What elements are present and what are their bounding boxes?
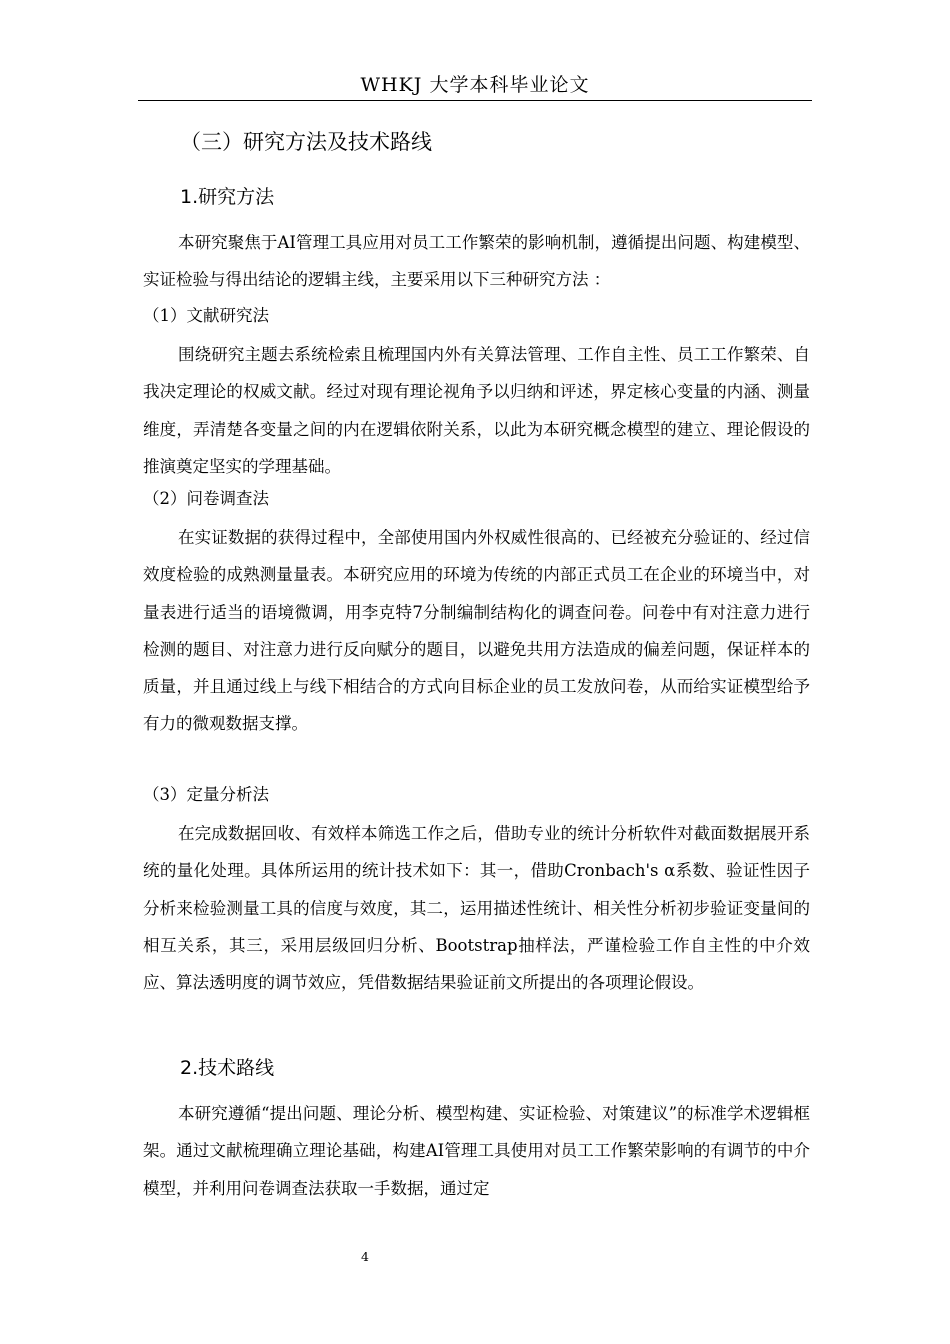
running-header: WHKJ 大学本科毕业论文	[360, 74, 590, 96]
method-1-paragraph: 围绕研究主题去系统检索且梳理国内外有关算法管理、工作自主性、员工工作繁荣、自我决定理论的权威文献。经过对现有理论视角予以归纳和评述，界定核心变量的内涵、测量维度，弄清楚各变量之间的内在逻辑依附关系，以此为本研究概念模型的建立、理论假设的推演奠定坚实的学理基础。	[143, 345, 810, 476]
method-3-label: （3）定量分析法	[143, 785, 269, 804]
methods-intro-paragraph: 本研究聚焦于AI管理工具应用对员工工作繁荣的影响机制，遵循提出问题、构建模型、实证检验与得出结论的逻辑主线，主要采用以下三种研究方法 ：	[143, 233, 810, 290]
method-1-label: （1）文献研究法	[143, 306, 269, 325]
method-2-paragraph: 在实证数据的获得过程中，全部使用国内外权威性很高的、已经被充分验证的、经过信效度检验的成熟测量量表。本研究应用的环境为传统的内部正式员工在企业的环境当中，对量表进行适当的语境微调，用李克特7分制编制结构化的调查问卷。问卷中有对注意力进行检测的题目、对注意力进行反向赋分的题目，以避免共用方法造成的偏差问题，保证样本的质量，并且通过线上与线下相结合的方式向目标企业的员工发放问卷，从而给实证模型给予有力的微观数据支撑。	[143, 528, 810, 734]
page-number: 4	[361, 1249, 369, 1264]
header-rule	[138, 100, 812, 101]
method-2-label: （2）问卷调查法	[143, 489, 269, 508]
route-paragraph: 本研究遵循“提出问题、理论分析、模型构建、实证检验、对策建议”的标准学术逻辑框架。通过文献梳理确立理论基础，构建AI管理工具使用对员工工作繁荣影响的有调节的中介模型，并利用问卷调查法获取一手数据，通过定	[143, 1104, 810, 1198]
methods-heading: 1.研究方法	[180, 186, 275, 208]
method-3-paragraph: 在完成数据回收、有效样本筛选工作之后，借助专业的统计分析软件对截面数据展开系统的量化处理。具体所运用的统计技术如下：其一，借助Cronbach's α系数、验证性因子分析来检验测量工具的信度与效度，其二，运用描述性统计、相关性分析初步验证变量间的相互关系，其三，采用层级回归分析、Bootstrap抽样法，严谨检验工作自主性的中介效应、算法透明度的调节效应，凭借数据结果验证前文所提出的各项理论假设。	[143, 824, 810, 993]
route-heading: 2.技术路线	[180, 1057, 275, 1079]
section-title: （三）研究方法及技术路线	[180, 130, 432, 154]
